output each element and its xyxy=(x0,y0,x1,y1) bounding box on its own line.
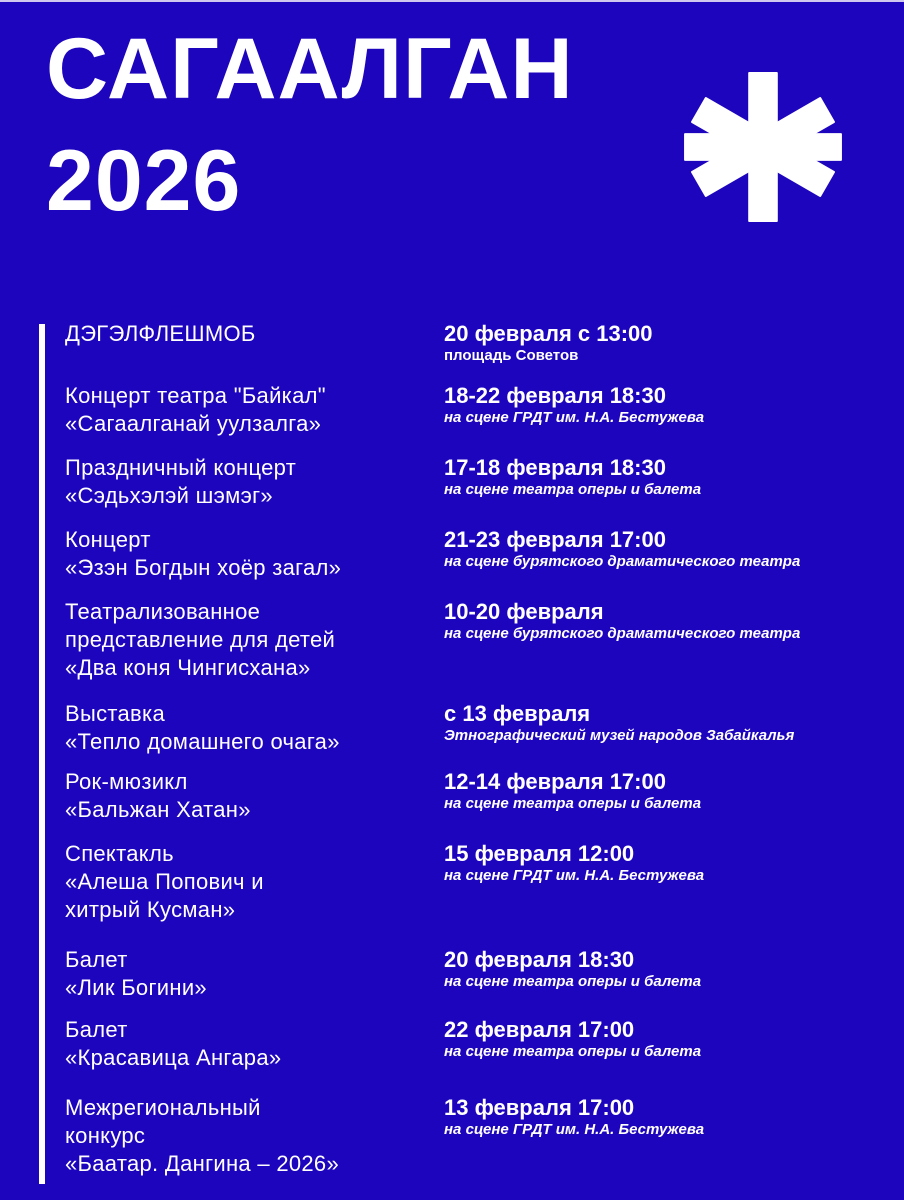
event-venue: на сцене театра оперы и балета xyxy=(444,795,702,812)
event-venue: на сцене ГРДТ им. Н.А. Бестужева xyxy=(444,867,705,884)
event-venue: на сцене бурятского драматического театра xyxy=(444,553,801,570)
event-date: с 13 февраля xyxy=(444,701,591,726)
event-date: 22 февраля 17:00 xyxy=(444,1017,635,1042)
event-date: 13 февраля 17:00 xyxy=(444,1095,635,1120)
event-venue: на сцене ГРДТ им. Н.А. Бестужева xyxy=(444,409,705,426)
event-name: Концерт «Эзэн Богдын хоёр загал» xyxy=(65,527,342,580)
title-line-1: САГААЛГАН xyxy=(46,21,574,117)
event-venue: на сцене театра оперы и балета xyxy=(444,481,702,498)
event-date: 20 февраля 18:30 xyxy=(444,947,635,972)
event-date: 21-23 февраля 17:00 xyxy=(444,527,666,552)
event-date: 20 февраля с 13:00 xyxy=(444,321,653,346)
event-date: 12-14 февраля 17:00 xyxy=(444,769,666,794)
event-name: Межрегиональный конкурс «Баатар. Дангина – 2026» xyxy=(65,1095,340,1176)
event-name: Театрализованное представление для детей «Два коня Чингисхана» xyxy=(65,599,336,680)
event-venue: площадь Советов xyxy=(444,347,579,364)
event-name: Концерт театра "Байкал" «Сагаалганай уулзалга» xyxy=(65,383,326,436)
asterisk-icon xyxy=(684,72,842,222)
event-venue: на сцене бурятского драматического театра xyxy=(444,625,801,642)
event-name: ДЭГЭЛФЛЕШМОБ xyxy=(65,321,256,346)
event-venue: Этнографический музей народов Забайкалья xyxy=(444,727,795,744)
event-date: 15 февраля 12:00 xyxy=(444,841,635,866)
event-name: Спектакль «Алеша Попович и хитрый Кусман» xyxy=(65,841,264,922)
event-date: 18-22 февраля 18:30 xyxy=(444,383,666,408)
event-name: Выставка «Тепло домашнего очага» xyxy=(65,701,340,754)
event-venue: на сцене театра оперы и балета xyxy=(444,1043,702,1060)
left-accent-bar xyxy=(39,324,45,1184)
event-name: Балет «Лик Богини» xyxy=(65,947,207,1000)
event-name: Праздничный концерт «Сэдьхэлэй шэмэг» xyxy=(65,455,297,508)
event-name: Рок-мюзикл «Бальжан Хатан» xyxy=(65,769,251,822)
event-venue: на сцене ГРДТ им. Н.А. Бестужева xyxy=(444,1121,705,1138)
title-line-2: 2026 xyxy=(46,133,242,229)
event-venue: на сцене театра оперы и балета xyxy=(444,973,702,990)
event-name: Балет «Красавица Ангара» xyxy=(65,1017,282,1070)
event-date: 10-20 февраля xyxy=(444,599,604,624)
event-date: 17-18 февраля 18:30 xyxy=(444,455,666,480)
